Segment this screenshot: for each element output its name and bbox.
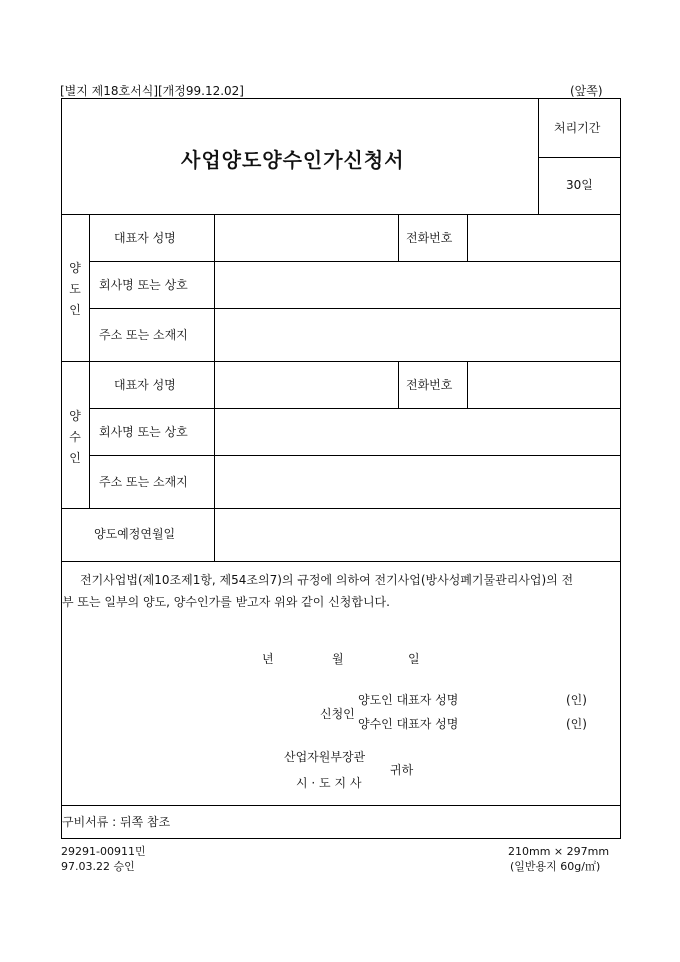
date-year-label: 년	[262, 652, 274, 666]
recipient-governor: 시 · 도 지 사	[296, 776, 362, 790]
processing-period-label: 처리기간	[554, 121, 601, 135]
date-day-label: 일	[408, 652, 420, 666]
transferee-phone-label: 전화번호	[406, 378, 453, 392]
form-code: 29291-00911민	[61, 845, 146, 858]
transferee-address-label: 주소 또는 소재지	[99, 475, 188, 489]
transferee-company-label: 회사명 또는 상호	[99, 425, 188, 439]
recipient-minister: 산업자원부장관	[284, 750, 366, 764]
transferee-section-label: 양 수 인	[69, 409, 81, 465]
statement-line-1: 전기사업법(제10조제1항, 제54조의7)의 규정에 의하여 전기사업(방사성폐기물관리사업)의 전	[80, 573, 574, 587]
transferor-address-label: 주소 또는 소재지	[99, 328, 188, 342]
transferee-signature-label: 양수인 대표자 성명	[358, 717, 459, 731]
attachments-note: 구비서류 : 뒤쪽 참조	[62, 815, 171, 829]
approval-date: 97.03.22 승인	[61, 860, 135, 873]
honorific-label: 귀하	[390, 763, 414, 777]
paper-size: 210mm × 297mm	[508, 845, 610, 858]
transferor-signature-label: 양도인 대표자 성명	[358, 693, 459, 707]
page-side-label: (앞쪽)	[570, 84, 603, 98]
transferee-rep-name-label: 대표자 성명	[114, 378, 176, 392]
transferor-section-label: 양 도 인	[69, 261, 81, 317]
transferor-company-label: 회사명 또는 상호	[99, 278, 188, 292]
transferee-seal-mark: (인)	[566, 717, 587, 731]
paper-weight: (일반용지 60g/㎡)	[510, 860, 601, 873]
date-month-label: 월	[332, 652, 344, 666]
processing-period-value: 30일	[566, 178, 593, 192]
transfer-date-label: 양도예정연월일	[94, 527, 176, 541]
transferor-rep-name-label: 대표자 성명	[114, 231, 176, 245]
form-number-label: [별지 제18호서식][개정99.12.02]	[60, 84, 244, 98]
statement-line-2: 부 또는 일부의 양도, 양수인가를 받고자 위와 같이 신청합니다.	[62, 595, 390, 609]
transferor-phone-label: 전화번호	[406, 231, 453, 245]
transferor-seal-mark: (인)	[566, 693, 587, 707]
form-title: 사업양도양수인가신청서	[181, 148, 405, 172]
applicant-label: 신청인	[320, 707, 355, 721]
